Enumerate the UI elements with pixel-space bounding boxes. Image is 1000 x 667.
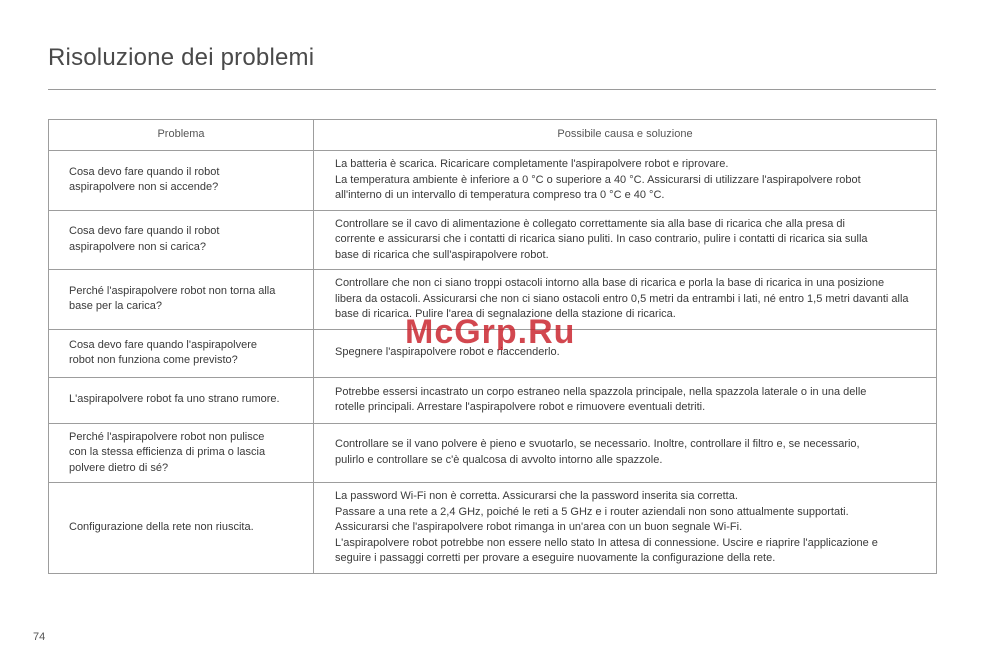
page-title: Risoluzione dei problemi bbox=[48, 44, 315, 71]
problem-text: Cosa devo fare quando il robot bbox=[69, 165, 220, 178]
solution-cell bbox=[314, 210, 937, 270]
table-row bbox=[49, 329, 937, 377]
solution-cell bbox=[314, 151, 937, 211]
problem-cell bbox=[49, 270, 314, 330]
problem-text: Configurazione della rete non riuscita. bbox=[69, 521, 254, 533]
column-header-solution: Possibile causa e soluzione bbox=[314, 120, 937, 151]
solution-text: Potrebbe essersi incastrato un corpo estraneo nella spazzola principale, nella spazzola laterale o in una delle bbox=[335, 385, 867, 398]
solution-text: Passare a una rete a 2,4 GHz, poiché le reti a 5 GHz e i router aziendali non sono attualmente supportati. bbox=[335, 505, 849, 518]
solution-text: base di ricarica che sull'aspirapolvere robot. bbox=[335, 248, 549, 261]
solution-text: Controllare se il cavo di alimentazione è collegato correttamente sia alla base di ricarica che alla presa di bbox=[335, 217, 845, 230]
problem-cell bbox=[49, 483, 314, 574]
table-row bbox=[49, 377, 937, 423]
table-header-row bbox=[49, 120, 937, 151]
page-number: 74 bbox=[33, 631, 46, 643]
problem-text: Perché l'aspirapolvere robot non torna alla bbox=[69, 284, 276, 297]
problem-text: Cosa devo fare quando l'aspirapolvere bbox=[69, 338, 257, 351]
watermark: McGrp.Ru bbox=[405, 313, 576, 351]
solution-text: La batteria è scarica. Ricaricare completamente l'aspirapolvere robot e riprovare. bbox=[335, 158, 729, 170]
problem-cell bbox=[49, 151, 314, 211]
table-row bbox=[49, 270, 937, 330]
solution-cell bbox=[314, 377, 937, 423]
table-row bbox=[49, 210, 937, 270]
solution-text: Spegnere l'aspirapolvere robot e riaccenderlo. bbox=[335, 346, 560, 359]
troubleshooting-table bbox=[48, 119, 937, 574]
solution-text: rotelle principali. Arrestare l'aspirapolvere robot e rimuovere eventuali detriti. bbox=[335, 401, 706, 413]
table-row bbox=[49, 483, 937, 574]
solution-text: pulirlo e controllare se c'è qualcosa di avvolto intorno alle spazzole. bbox=[335, 453, 663, 466]
solution-text: L'aspirapolvere robot potrebbe non essere nello stato In attesa di connessione. Uscire e riaprire l'applicazione e bbox=[335, 536, 878, 549]
solution-text: libera da ostacoli. Assicurarsi che non ci siano ostacoli entro 0,5 metri da entrambi i lati, né entro 1,5 metri davanti alla bbox=[335, 292, 909, 305]
problem-text: aspirapolvere non si accende? bbox=[69, 181, 219, 194]
problem-text: L'aspirapolvere robot fa uno strano rumore. bbox=[69, 393, 280, 406]
problem-cell bbox=[49, 210, 314, 270]
solution-text: La temperatura ambiente è inferiore a 0 °C o superiore a 40 °C. Assicurarsi di utilizzare l'aspirapolvere robot bbox=[335, 173, 861, 186]
title-divider bbox=[48, 89, 936, 90]
problem-cell bbox=[49, 377, 314, 423]
problem-text: Cosa devo fare quando il robot bbox=[69, 225, 220, 238]
solution-text: corrente e assicurarsi che i contatti di ricarica siano puliti. In caso contrario, pulire i contatti di ricarica sia sulla bbox=[335, 233, 868, 245]
problem-text: Perché l'aspirapolvere robot non pulisce bbox=[69, 430, 265, 443]
solution-text: Assicurarsi che l'aspirapolvere robot rimanga in un'area con un buon segnale Wi-Fi. bbox=[335, 521, 743, 533]
solution-text: base di ricarica. Pulire l'area di segnalazione della stazione di ricarica. bbox=[335, 308, 676, 320]
problem-text: polvere dietro di sé? bbox=[69, 461, 169, 474]
solution-cell bbox=[314, 329, 937, 377]
solution-cell bbox=[314, 483, 937, 574]
table-row bbox=[49, 151, 937, 211]
solution-cell bbox=[314, 423, 937, 483]
problem-text: robot non funziona come previsto? bbox=[69, 354, 238, 366]
problem-text: base per la carica? bbox=[69, 300, 162, 313]
solution-text: Controllare se il vano polvere è pieno e svuotarlo, se necessario. Inoltre, controllare il filtro e, se necessario, bbox=[335, 438, 860, 451]
solution-text: Controllare che non ci siano troppi ostacoli intorno alla base di ricarica e porla la base di ricarica in una posizione bbox=[335, 277, 885, 289]
problem-text: con la stessa efficienza di prima o lascia bbox=[69, 446, 266, 458]
solution-text: La password Wi-Fi non è corretta. Assicurarsi che la password inserita sia corretta. bbox=[335, 490, 738, 502]
table-row bbox=[49, 423, 937, 483]
problem-cell bbox=[49, 423, 314, 483]
solution-cell bbox=[314, 270, 937, 330]
problem-text: aspirapolvere non si carica? bbox=[69, 240, 206, 253]
solution-text: all'interno di un intervallo di temperatura compreso tra 0 °C e 40 °C. bbox=[335, 189, 665, 201]
solution-text: seguire i passaggi corretti per provare a eseguire nuovamente la configurazione della rete. bbox=[335, 552, 776, 564]
problem-cell bbox=[49, 329, 314, 377]
column-header-problem: Problema bbox=[49, 120, 314, 151]
